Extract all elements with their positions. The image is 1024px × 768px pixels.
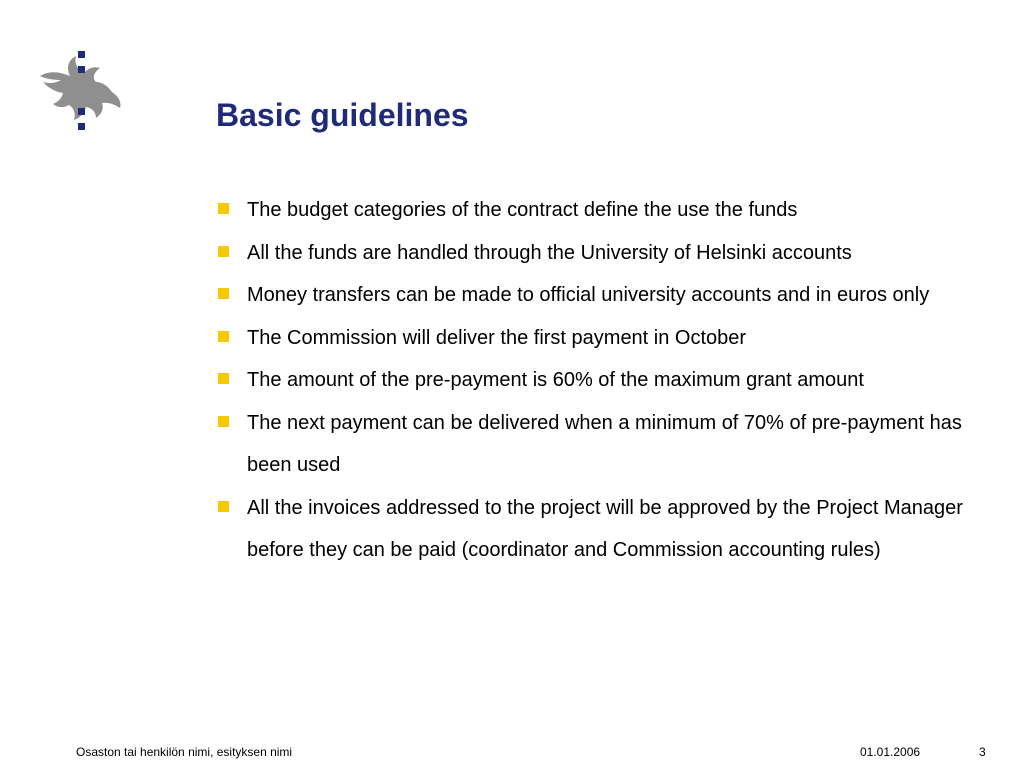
square-bullet-icon xyxy=(218,331,229,342)
bullet-item xyxy=(216,274,996,317)
university-logo-icon xyxy=(36,46,126,138)
bullet-item xyxy=(216,359,996,402)
bullet-text: Money transfers can be made to official university accounts and in euros only xyxy=(247,284,930,306)
bullet-item xyxy=(216,317,996,360)
slide-title: Basic guidelines xyxy=(216,97,469,133)
bullet-text: The amount of the pre-payment is 60% of the maximum grant amount xyxy=(247,369,864,391)
bullet-item xyxy=(216,487,996,572)
footer-page-number: 3 xyxy=(979,745,986,759)
flame-logo-graphic xyxy=(36,46,126,138)
logo-dot xyxy=(78,123,85,130)
logo-dot xyxy=(78,51,85,58)
bullet-item xyxy=(216,402,996,487)
square-bullet-icon xyxy=(218,501,229,512)
square-bullet-icon xyxy=(218,373,229,384)
logo-dot xyxy=(78,66,85,73)
bullet-text: The Commission will deliver the first payment in October xyxy=(247,326,747,349)
bullet-text: All the funds are handled through the University of Helsinki accounts xyxy=(247,241,852,264)
footer-presentation-name: Osaston tai henkilön nimi, esityksen nimi xyxy=(76,745,293,759)
footer-date: 01.01.2006 xyxy=(860,745,921,759)
logo-dot xyxy=(78,108,85,115)
bullet-text: All the invoices addressed to the project will be approved by the Project Manager before they can be paid (coordinator and Commission accounting rules) xyxy=(247,496,963,561)
square-bullet-icon xyxy=(218,246,229,257)
bullet-list xyxy=(216,189,996,572)
square-bullet-icon xyxy=(218,203,229,214)
bullet-text: The next payment can be delivered when a minimum of 70% of pre-payment has been used xyxy=(247,411,962,476)
square-bullet-icon xyxy=(218,416,229,427)
bullet-text: The budget categories of the contract define the use the funds xyxy=(247,199,798,221)
square-bullet-icon xyxy=(218,288,229,299)
bullet-item xyxy=(216,232,996,275)
bullet-item xyxy=(216,189,996,232)
